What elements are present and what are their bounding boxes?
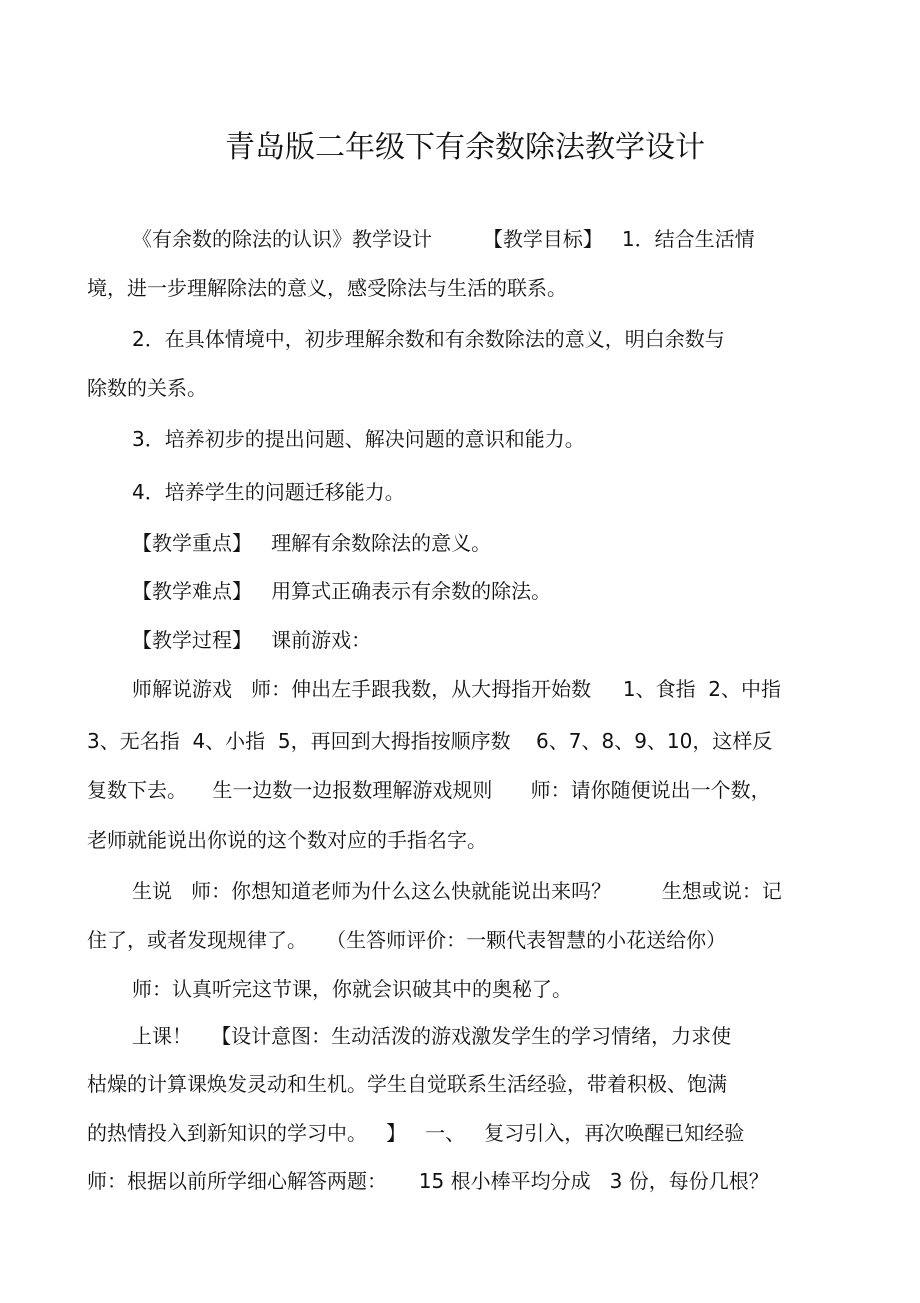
text-line: 师解说游戏 师：伸出左手跟我数，从大拇指开始数 1、食指 2、中指: [132, 677, 782, 701]
text-line: 上课！ 【设计意图：生动活泼的游戏激发学生的学习情绪，力求使: [132, 1024, 732, 1048]
text-line: 住了，或者发现规律了。 （生答师评价：一颗代表智慧的小花送给你）: [87, 928, 727, 952]
text-line: 【教学难点】 用算式正确表示有余数的除法。: [132, 579, 552, 603]
text-line: 4．培养学生的问题迁移能力。: [132, 480, 405, 504]
text-line: 的热情投入到新知识的学习中。 】 一、 复习引入，再次唤醒已知经验: [87, 1121, 745, 1145]
text-line: 【教学过程】 课前游戏：: [132, 628, 372, 652]
text-line: 【教学重点】 理解有余数除法的意义。: [132, 531, 492, 555]
text-line: 老师就能说出你说的这个数对应的手指名字。: [87, 828, 487, 852]
text-line: 3．培养初步的提出问题、解决问题的意识和能力。: [132, 427, 585, 451]
text-line: 境，进一步理解除法的意义，感受除法与生活的联系。: [87, 276, 567, 300]
text-line: 师：根据以前所学细心解答两题： 15 根小棒平均分成 3 份，每份几根？: [87, 1169, 769, 1193]
text-line: 除数的关系。: [87, 376, 207, 400]
text-line: 师：认真听完这节课，你就会识破其中的奥秘了。: [132, 977, 572, 1001]
text-line: 生说 师：你想知道老师为什么这么快就能说出来吗？ 生想或说：记: [132, 879, 782, 903]
text-line: 2．在具体情境中，初步理解余数和有余数除法的意义，明白余数与: [132, 327, 725, 351]
text-line: 《有余数的除法的认识》教学设计 【教学目标】 1．结合生活情: [132, 227, 755, 251]
document-title: 青岛版二年级下有余数除法教学设计: [225, 130, 705, 165]
text-line: 3、无名指 4、小指 5，再回到大拇指按顺序数 6、7、8、9、10，这样反: [87, 729, 773, 753]
text-line: 复数下去。 生一边数一边报数理解游戏规则 师：请你随便说出一个数，: [87, 778, 771, 802]
text-line: 枯燥的计算课焕发灵动和生机。学生自觉联系生活经验，带着积极、饱满: [87, 1072, 727, 1096]
